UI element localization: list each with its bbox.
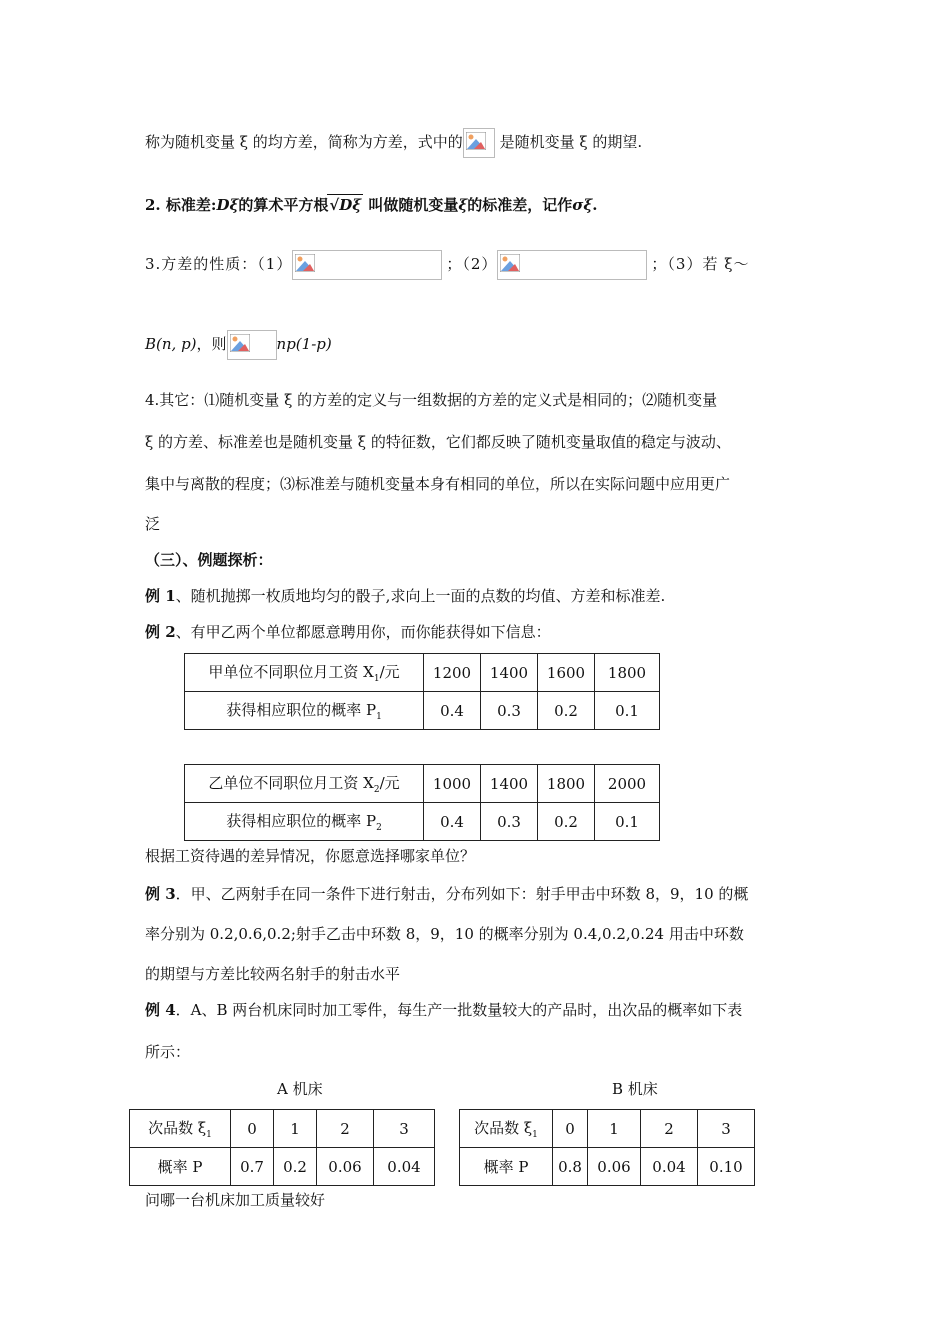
table-cell: 0.04 xyxy=(641,1148,698,1186)
sqrt-symbol: √Dξ xyxy=(329,196,362,214)
section-heading: （三）、例题探析： xyxy=(145,551,273,569)
broken-image-icon xyxy=(466,132,486,150)
table-cell: 0.06 xyxy=(588,1148,641,1186)
salary-table-unit-a: 甲单位不同职位月工资 $X_1/$元 1200 1400 1600 1800 获得相应职位的概率 $P_1$ 0.4 0.3 0.2 0.1 xyxy=(184,653,660,730)
table-b-caption: B 机床 xyxy=(612,1080,658,1098)
table-cell: 0.2 xyxy=(538,803,595,841)
table-cell: 0.04 xyxy=(374,1148,435,1186)
paragraph-other-line-4: 泛 xyxy=(145,515,161,533)
example-4-question: 问哪一台机床加工质量较好 xyxy=(145,1191,326,1209)
table-cell: 0 xyxy=(553,1110,588,1148)
table-cell: 2 xyxy=(641,1110,698,1148)
paragraph-standard-deviation: 2. 标准差:Dξ的算术平方根√Dξ 叫做随机变量ξ的标准差，记作σξ. xyxy=(145,196,598,214)
table-cell: 1600 xyxy=(538,654,595,692)
table-cell: 2 xyxy=(317,1110,374,1148)
table-cell: 0.8 xyxy=(553,1148,588,1186)
table-cell: 1400 xyxy=(481,765,538,803)
example-2-question: 根据工资待遇的差异情况，你愿意选择哪家单位？ xyxy=(145,847,476,865)
table-cell: 3 xyxy=(698,1110,755,1148)
table-cell: 1 xyxy=(588,1110,641,1148)
table-cell: 1200 xyxy=(424,654,481,692)
defect-table-machine-b: 次品数 $\xi_1$ 0 1 2 3 概率 P 0.8 0.06 0.04 0.10 xyxy=(459,1109,755,1186)
table-cell: 0.4 xyxy=(424,692,481,730)
table-cell: 1000 xyxy=(424,765,481,803)
table-a-caption: A 机床 xyxy=(277,1080,323,1098)
table-cell: 2000 xyxy=(595,765,660,803)
broken-image-icon xyxy=(500,254,520,272)
paragraph-variance-definition: 称为随机变量 ξ 的均方差，简称为方差，式中的 是随机变量 ξ 的期望. xyxy=(145,128,642,158)
formula-image-binomial xyxy=(227,330,277,360)
formula-image-property-1 xyxy=(292,250,442,280)
formula-image-property-2 xyxy=(497,250,647,280)
defect-table-machine-a: 次品数 $\xi_1$ 0 1 2 3 概率 P 0.7 0.2 0.06 0.04 xyxy=(129,1109,435,1186)
table-cell: 1400 xyxy=(481,654,538,692)
paragraph-other-line-2: ξ 的方差、标准差也是随机变量 ξ 的特征数，它们都反映了随机变量取值的稳定与波动、 xyxy=(145,433,731,451)
table-cell: 0.3 xyxy=(481,692,538,730)
table-cell: 0.10 xyxy=(698,1148,755,1186)
example-3-line-3: 的期望与方差比较两名射手的射击水平 xyxy=(145,965,401,983)
paragraph-other-line-1: 4.其它：⑴随机变量 ξ 的方差的定义与一组数据的方差的定义式是相同的；⑵随机变量 xyxy=(145,391,718,409)
example-4-line-2: 所示： xyxy=(145,1043,191,1061)
table-cell: 1800 xyxy=(595,654,660,692)
table-cell: 0.1 xyxy=(595,692,660,730)
table-cell: 3 xyxy=(374,1110,435,1148)
formula-image-expectation xyxy=(463,128,495,158)
table-cell: 0.1 xyxy=(595,803,660,841)
table-cell: 0.06 xyxy=(317,1148,374,1186)
table-cell: 0.7 xyxy=(231,1148,274,1186)
broken-image-icon xyxy=(230,334,250,352)
paragraph-binomial-variance: B(n, p)，则 np(1-p) xyxy=(145,330,332,360)
paragraph-variance-properties: 3.方差的性质：（1） ；（2） ；（3）若 ξ～ xyxy=(145,250,749,280)
salary-table-unit-b: 乙单位不同职位月工资 $X_2/$元 1000 1400 1800 2000 获得相应职位的概率 $P_2$ 0.4 0.3 0.2 0.1 xyxy=(184,764,660,841)
example-3-line-1: 例 3．甲、乙两射手在同一条件下进行射击，分布列如下：射手甲击中环数 8，9，10 的概 xyxy=(145,885,749,903)
table-cell: 0.4 xyxy=(424,803,481,841)
example-3-line-2: 率分别为 0.2,0.6,0.2;射手乙击中环数 8，9，10 的概率分别为 0.4,0.2,0.24 用击中环数 xyxy=(145,925,744,943)
table-cell: 0.2 xyxy=(274,1148,317,1186)
table-cell: 0.2 xyxy=(538,692,595,730)
table-cell: 1800 xyxy=(538,765,595,803)
broken-image-icon xyxy=(295,254,315,272)
example-4-line-1: 例 4．A、B 两台机床同时加工零件，每生产一批数量较大的产品时，出次品的概率如下表 xyxy=(145,1001,743,1019)
example-2: 例 2、有甲乙两个单位都愿意聘用你，而你能获得如下信息： xyxy=(145,623,551,641)
paragraph-other-line-3: 集中与离散的程度；⑶标准差与随机变量本身有相同的单位，所以在实际问题中应用更广 xyxy=(145,475,731,493)
example-1: 例 1、随机抛掷一枚质地均匀的骰子,求向上一面的点数的均值、方差和标准差. xyxy=(145,587,666,605)
table-cell: 0.3 xyxy=(481,803,538,841)
table-cell: 1 xyxy=(274,1110,317,1148)
table-cell: 0 xyxy=(231,1110,274,1148)
